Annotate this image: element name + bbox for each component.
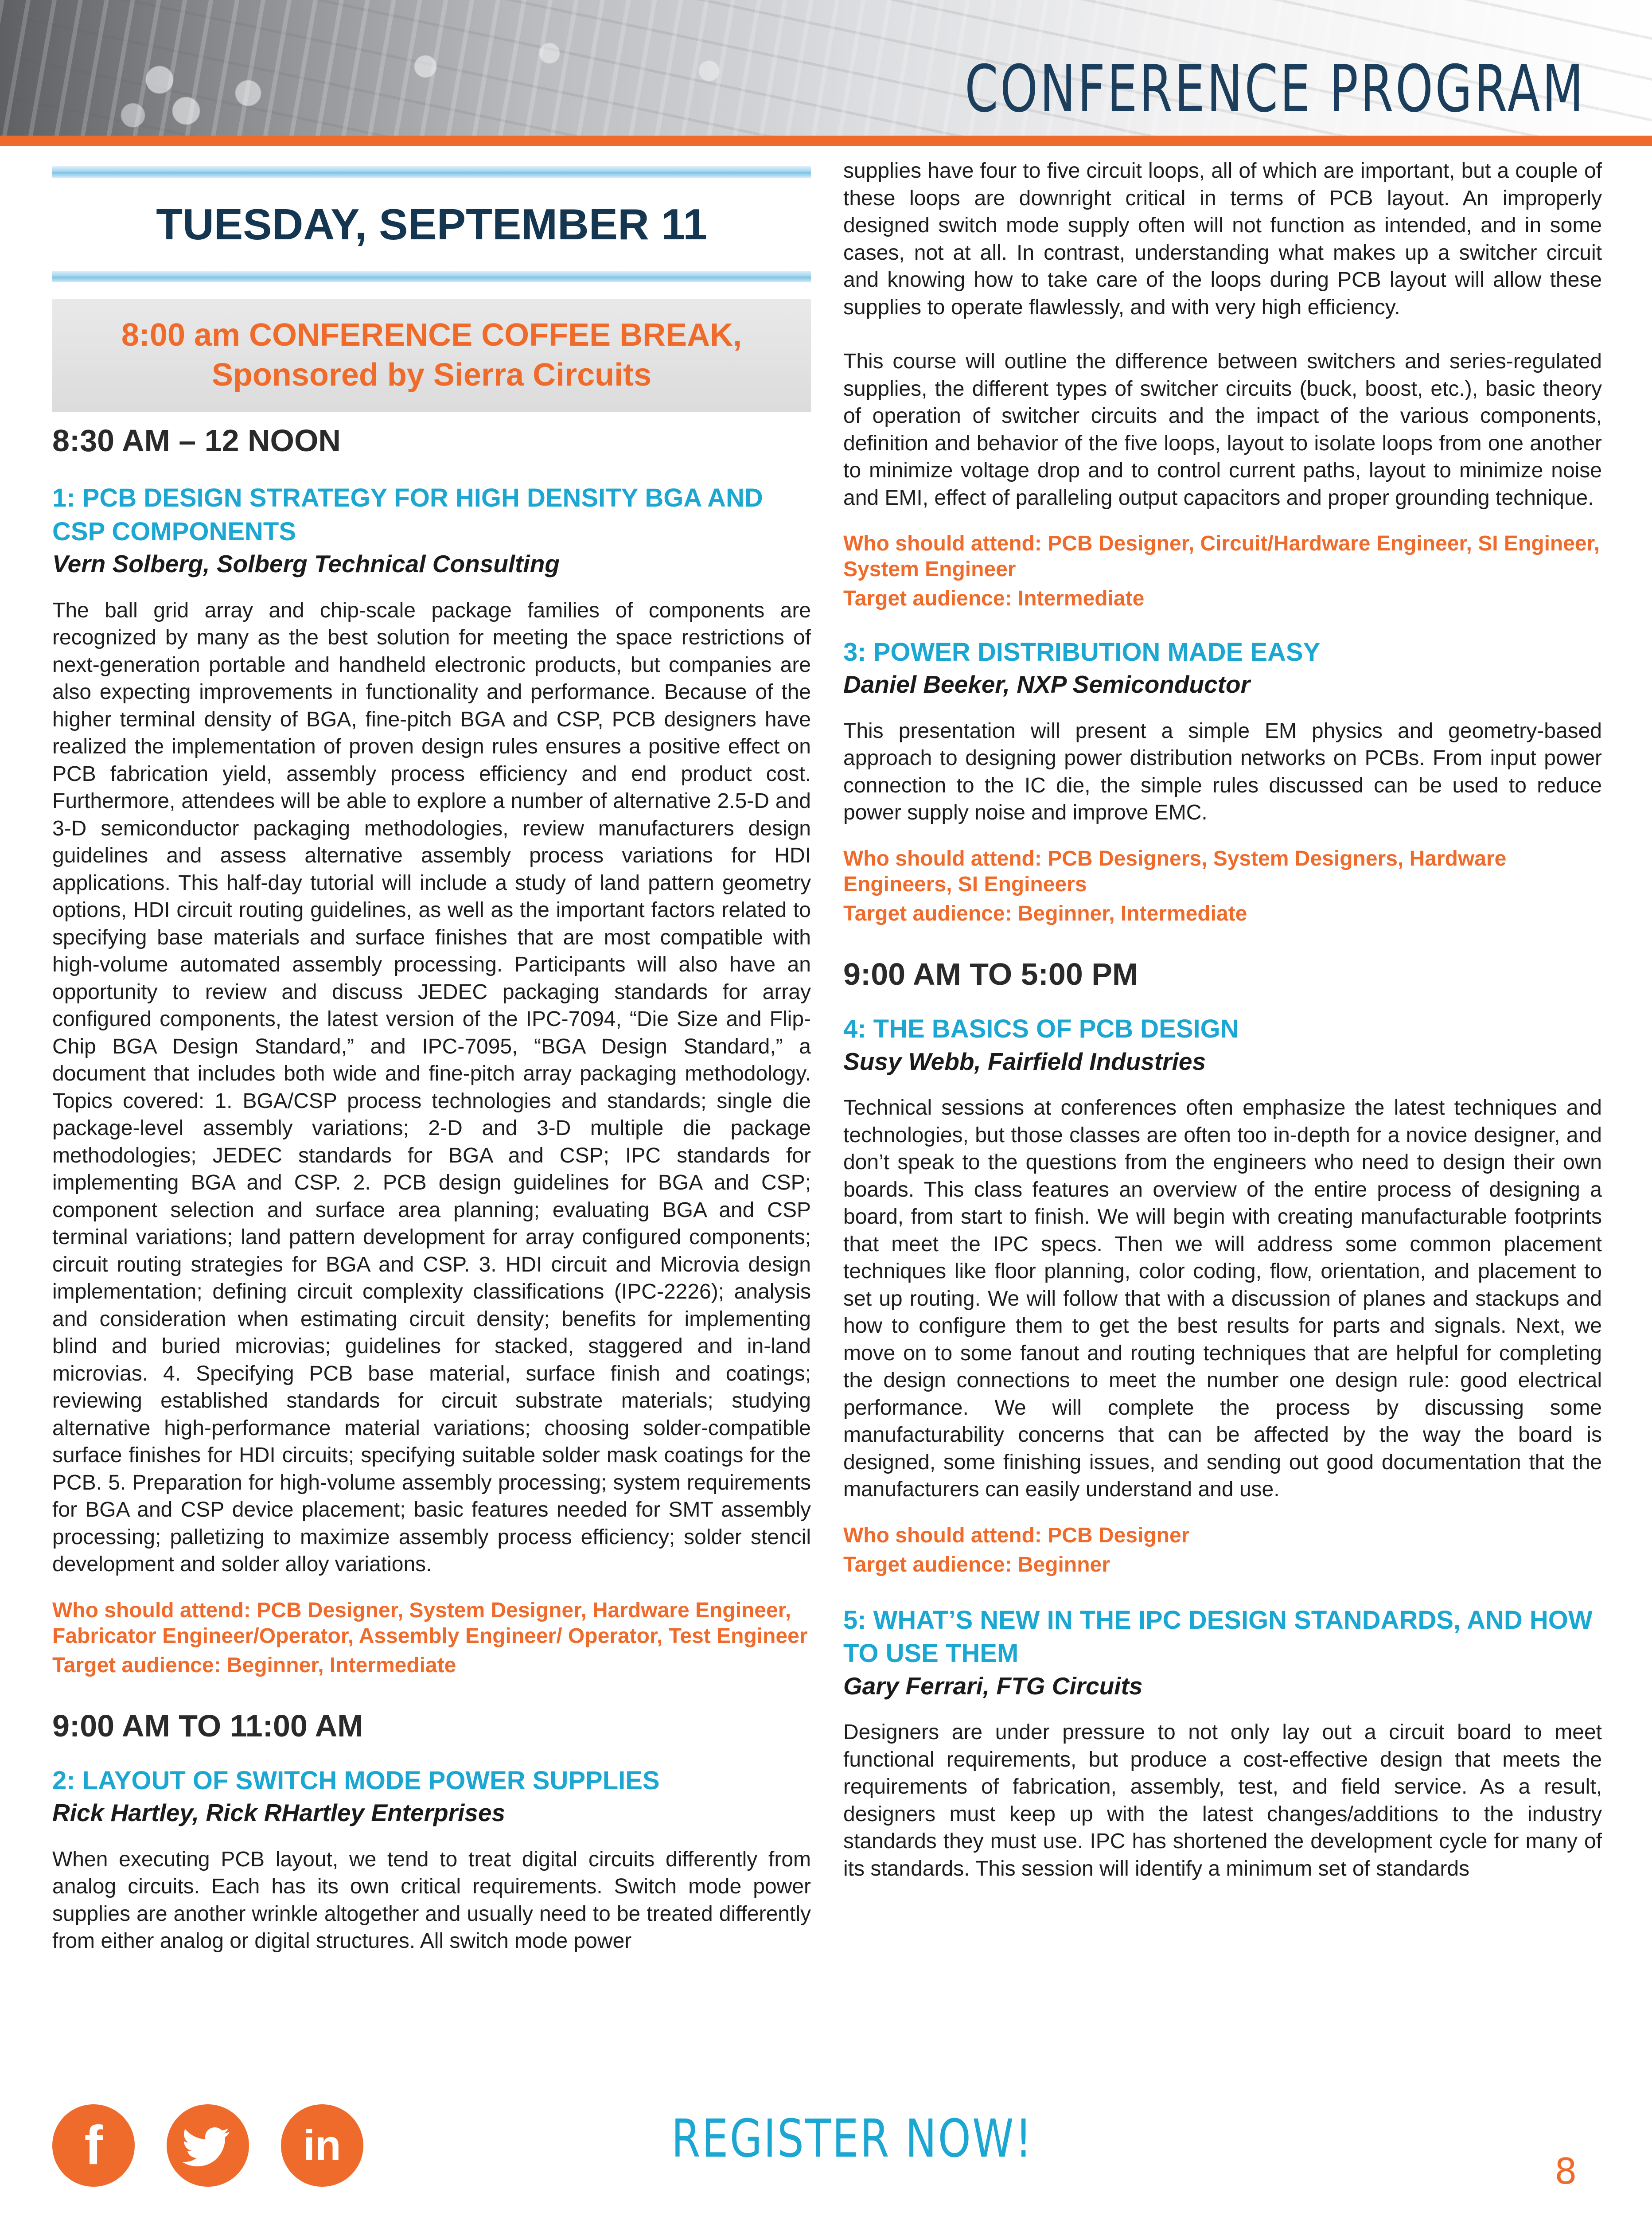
right-column — [843, 157, 1602, 1882]
session-title: 4: THE BASICS OF PCB DESIGN — [843, 1014, 1239, 1044]
linkedin-glyph: in — [303, 2122, 341, 2169]
session-description-continued: This course will outline the difference between switchers and series-regulated supplies, the different types of switcher circuits (buck, boost, etc.), basic theory of operation of switcher circuits and the impact of the various components, definition and behavior of the five loops, layout to isolate loops from one another to minimize voltage drop and to control current paths, layout to minimize noise and EMI, effect of paralleling output capacitors and proper grounding technique. — [843, 350, 1602, 510]
left-column — [52, 166, 811, 1955]
session-speaker: Gary Ferrari, FTG Circuits — [843, 1672, 1143, 1700]
who-should-attend: Who should attend: PCB Designer, System Designer, Hardware Engineer, Fabricator Engineer/Operator, Assembly Engineer/ Operator, Test Engineer — [52, 1598, 808, 1648]
session-description-continued: supplies have four to five circuit loops, all of which are important, but a couple of these loops are downright critical in terms of PCB layout. An improperly designed switch mode supply often will not function as intended, and in some cases, not at all. In contrast, understanding what makes up a switcher circuit and knowing how to take care of the loops during PCB layout will allow these supplies to operate flawlessly, and with very high efficiency. — [843, 159, 1602, 319]
coffee-break-sponsor: Sponsored by Sierra Circuits — [211, 357, 652, 393]
day-heading: TUESDAY, SEPTEMBER 11 — [156, 200, 707, 249]
twitter-icon[interactable] — [167, 2104, 249, 2187]
session-description: The ball grid array and chip-scale package families of components are recognized by many as the best solution for meeting the space restrictions of next-generation portable and handheld electronic products, but companies are also expecting improvements in functionality and performance. Because of the higher terminal density of BGA, fine-pitch BGA and CSP, PCB designers have realized the implementation of proven design rules ensures a positive effect on PCB fabrication yield, assembly process efficiency and end product cost. Furthermore, attendees will be able to explore a number of alternative 2.5-D and 3-D semiconductor packaging methodologies, review manufacturers design guidelines and assess alternative assembly process variations for HDI applications. This half-day tutorial will include a study of land pattern geometry options, HDI circuit routing guidelines, as well as the important factors related to specifying base materials and surface finishes that are most compatible with high-volume automated assembly processing. Participants will also have an opportunity to review and discuss JEDEC packaging standards for array configured components, the latest version of the IPC-7094, “Die Size and Flip-Chip BGA Design Standard,” and IPC-7095, “BGA Design Standard,” a document that includes both wide and fine-pitch array packaging methodology. Topics covered: 1. BGA/CSP process technologies and standards; single die package-level assembly variations; 2-D and 3-D multiple die package methodologies; JEDEC standards for BGA and CSP; IPC standards for implementing BGA and CSP. 2. PCB design guidelines for BGA and CSP; component selection and surface area planning; evaluating BGA and CSP terminal variations; land pattern development for array configured components; circuit routing strategies for BGA and CSP. 3. HDI circuit and Microvia design implementation; defining circuit complexity classifications (IPC-2226); analysis and consideration when estimating circuit density; benefits for implementing blind and buried microvias; guidelines for stacked, staggered and in-land microvias. 4. Specifying PCB base material, surface finish and coatings; reviewing established standards for circuit substrate materials; studying alternative high-performance material variations; choosing solder-compatible surface finishes for HDI circuits; specifying suitable solder mask coatings for the PCB. 5. Preparation for high-volume assembly processing; system requirements for BGA and CSP device placement; basic features needed for SMT assembly processing; palletizing to maximize assembly process efficiency; solder stencil development and solder alloy variations. — [52, 598, 811, 1576]
social-links — [52, 2104, 371, 2193]
session-speaker: Daniel Beeker, NXP Semiconductor — [843, 671, 1251, 698]
time-slot-heading: 8:30 AM – 12 NOON — [52, 423, 341, 458]
coffee-break-box — [52, 299, 811, 412]
target-audience: Target audience: Beginner, Intermediate — [843, 901, 1247, 925]
session-description: Technical sessions at conferences often emphasize the latest techniques and technologies, but those classes are often too in-depth for a novice designer, and don’t speak to the questions from the engineers who need to design their own boards. This class features an overview of the entire process of designing a board, from start to finish. We will begin with creating manufacturable footprints that meet the IPC specs. Then we will address some common placement techniques like floor planning, color coding, flow, orientation, and placement to set up routing. We will follow that with a discussion of planes and stackups and how to configure them to get the best results for parts and signals. Next, we move on to some fanout and routing techniques that are helpful for completing the design connections to meet the number one design rule: good electrical performance. We will complete the process by discussing some manufacturability concerns that can be affected by the way the board is designed, some finishing issues, and sending out good documentation that the manufacturers can easily understand and use. — [843, 1096, 1602, 1502]
twitter-bird-glyph — [167, 2104, 249, 2187]
time-slot-heading: 9:00 AM TO 11:00 AM — [52, 1708, 363, 1743]
session-title: 1: PCB DESIGN STRATEGY FOR HIGH DENSITY BGA AND CSP COMPONENTS — [52, 484, 763, 546]
facebook-icon[interactable] — [52, 2104, 135, 2187]
divider-top — [52, 166, 811, 178]
target-audience: Target audience: Beginner — [843, 1553, 1110, 1576]
session-title: 2: LAYOUT OF SWITCH MODE POWER SUPPLIES — [52, 1766, 660, 1795]
who-should-attend: Who should attend: PCB Designer — [843, 1523, 1190, 1547]
coffee-break-title: 8:00 am CONFERENCE COFFEE BREAK, — [121, 317, 742, 353]
register-now-link[interactable]: REGISTER NOW! — [671, 2108, 1033, 2169]
session-speaker: Vern Solberg, Solberg Technical Consulting — [52, 550, 560, 578]
target-audience: Target audience: Beginner, Intermediate — [52, 1653, 456, 1677]
who-should-attend: Who should attend: PCB Designers, System Designers, Hardware Engineers, SI Engineers — [843, 847, 1507, 896]
who-should-attend: Who should attend: PCB Designer, Circuit/Hardware Engineer, SI Engineer, System Engineer — [843, 532, 1600, 581]
session-speaker: Rick Hartley, Rick RHartley Enterprises — [52, 1799, 506, 1827]
facebook-glyph: f — [84, 2115, 103, 2176]
session-speaker: Susy Webb, Fairfield Industries — [843, 1047, 1206, 1075]
session-description: This presentation will present a simple EM physics and geometry-based approach to designing power distribution networks on PCBs. From input power connection to the IC die, the simple rules discussed can be used to reduce power supply noise and improve EMC. — [843, 719, 1602, 825]
page-number: 8 — [1555, 2151, 1577, 2192]
target-audience: Target audience: Intermediate — [843, 587, 1145, 610]
time-slot-heading: 9:00 AM TO 5:00 PM — [843, 956, 1138, 991]
session-description: When executing PCB layout, we tend to treat digital circuits differently from analog circuits. Each has its own critical requirements. Switch mode power supplies are another wrinkle altogether and usually need to be treated differently from either analog or digital structures. All switch mode power — [52, 1847, 811, 1953]
session-description: Designers are under pressure to not only lay out a circuit board to meet functional requirements, but produce a cost-effective design that meets the requirements of fabrication, assembly, test, and field service. As a result, designers must keep up with the latest changes/additions to the industry standards they must use. IPC has shortened the development cycle for many of its standards. This session will identify a minimum set of standards — [843, 1721, 1602, 1880]
page-title: CONFERENCE PROGRAM — [965, 51, 1586, 127]
header-banner — [0, 0, 1652, 137]
linkedin-icon[interactable] — [281, 2104, 363, 2187]
session-title: 3: POWER DISTRIBUTION MADE EASY — [843, 638, 1321, 667]
header-divider — [0, 136, 1652, 146]
session-title: 5: WHAT’S NEW IN THE IPC DESIGN STANDARDS, AND HOW TO USE THEM — [843, 1605, 1593, 1668]
divider-bottom — [52, 271, 811, 282]
